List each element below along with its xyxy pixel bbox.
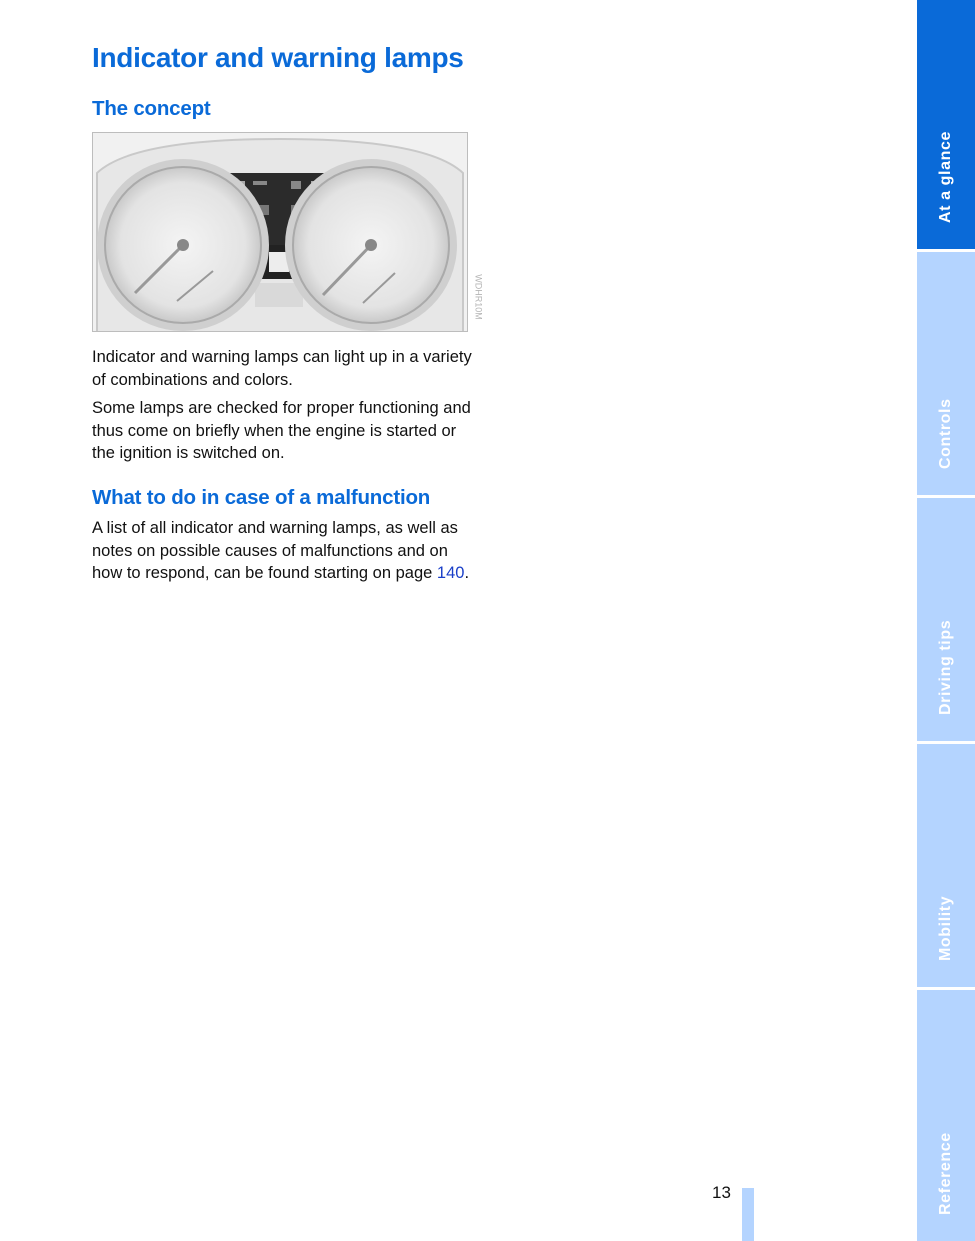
paragraph-malfunction-end: . bbox=[464, 564, 470, 582]
tab-label-at-a-glance: At a glance bbox=[937, 131, 954, 223]
paragraph-malfunction bbox=[92, 517, 472, 585]
tab-label-driving-tips: Driving tips bbox=[937, 619, 954, 715]
figure-code-text: WDHR10M bbox=[473, 274, 484, 320]
paragraph-concept-2: Some lamps are checked for proper functioning and thus come on briefly when the engine is started or the ignition is switched on. bbox=[92, 399, 471, 462]
instrument-cluster-icon bbox=[93, 133, 467, 331]
side-tab-navigation bbox=[917, 0, 975, 1241]
tab-controls[interactable] bbox=[917, 252, 975, 498]
tab-driving-tips[interactable] bbox=[917, 498, 975, 744]
instrument-cluster-figure bbox=[92, 132, 468, 332]
page-title: Indicator and warning lamps bbox=[92, 42, 464, 73]
paragraph-concept-1: Indicator and warning lamps can light up in a variety of combinations and colors. bbox=[92, 348, 472, 389]
tab-label-reference: Reference bbox=[937, 1132, 954, 1215]
section-heading-concept: The concept bbox=[92, 97, 211, 120]
tab-at-a-glance[interactable] bbox=[917, 0, 975, 252]
tab-mobility[interactable] bbox=[917, 744, 975, 990]
tab-label-mobility: Mobility bbox=[937, 895, 954, 961]
tab-label-controls: Controls bbox=[937, 398, 954, 469]
section-heading-malfunction: What to do in case of a malfunction bbox=[92, 486, 431, 509]
page-number-bar bbox=[742, 1188, 754, 1241]
page-number: 13 bbox=[712, 1183, 731, 1202]
page-reference-link[interactable]: 140 bbox=[436, 564, 465, 582]
figure-code-label bbox=[468, 262, 488, 332]
paragraph-malfunction-text: A list of all indicator and warning lamps, as well as notes on possible causes of malfunctions and on how to respond, can be found starting on page bbox=[92, 519, 458, 582]
tab-reference[interactable] bbox=[917, 990, 975, 1241]
